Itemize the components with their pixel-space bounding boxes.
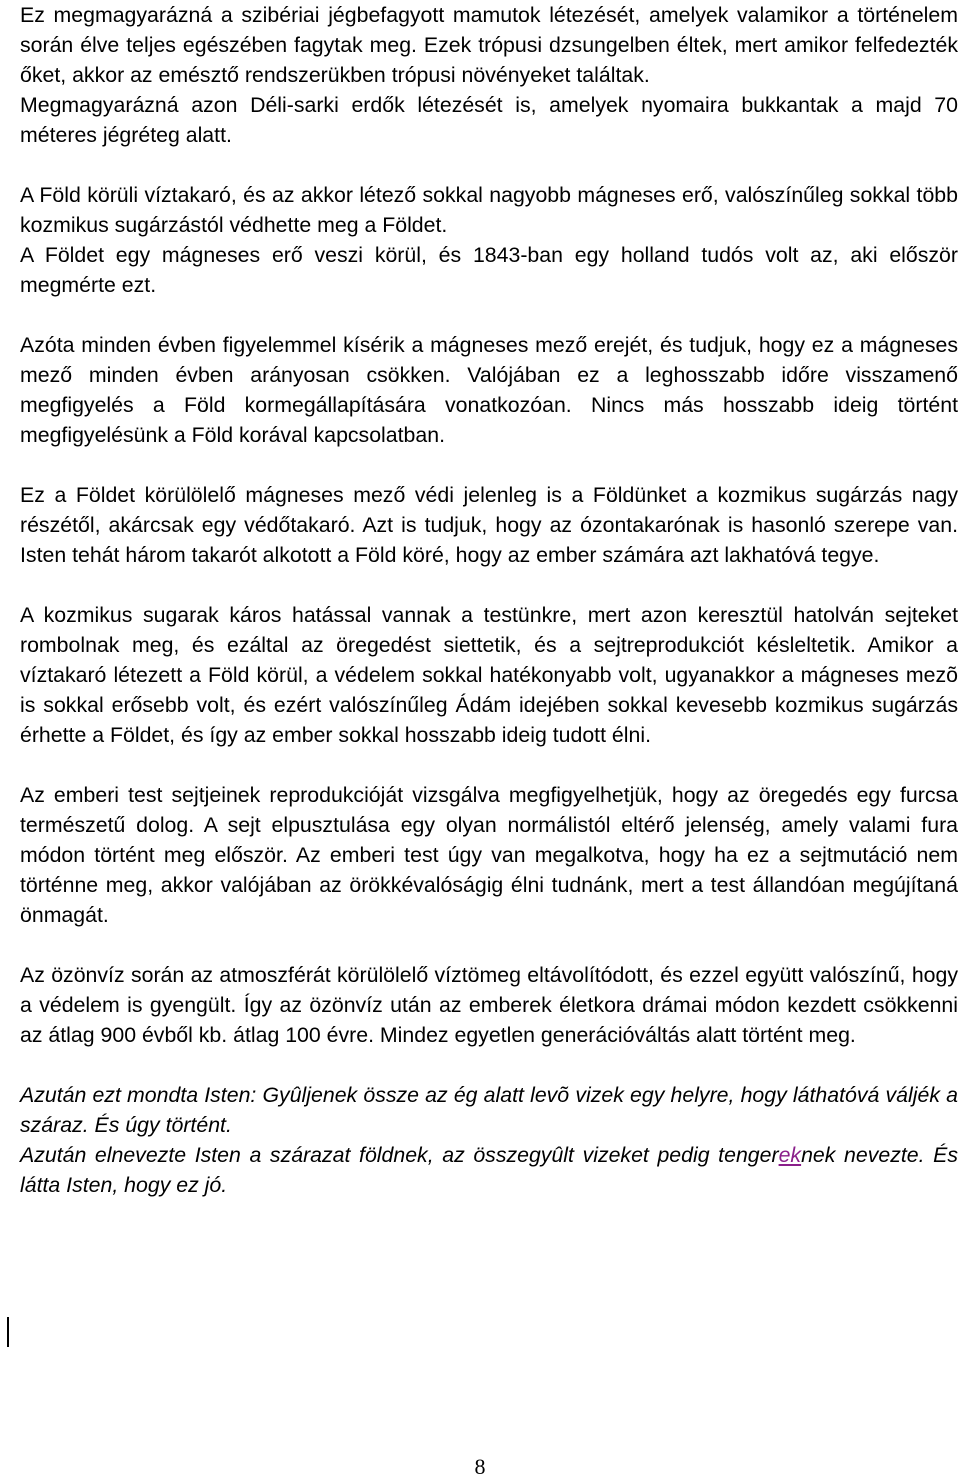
paragraph-cell-aging: Az emberi test sejtjeinek reprodukcióját vizsgálva megfigyelhetjük, hogy az öregedés egy furcsa természetű dolog. A sejt elpusztulása egy olyan normálistól eltérő jelenség, amely valami fura módon történt meg először. Az emberi test úgy van megalkotva, hogy ha ez a sejtmutáció nem történne meg, akkor valójában az örökkévalóságig élni tudnánk, mert a test állandóan megújítaná önmagát. [20, 783, 958, 927]
tracked-change-insertion: ek [778, 1143, 802, 1167]
scripture-verse-2-start: Azután elnevezte Isten a szárazat földnek, az összegyûlt vizeket pedig tenger [20, 1143, 779, 1167]
paragraph-cosmic-rays: A kozmikus sugarak káros hatással vannak a testünkre, mert azon keresztül hatolván sejteket rombolnak meg, és ezáltal az öregedést siettetik, és a sejtreprodukciót késleltetik. Amikor a víztakaró létezett a Föld körül, a védelem sokkal hatékonyabb volt, ugyanakkor a mágneses mezõ is sokkal erősebb volt, és ezért valószínűleg Ádám idejében sokkal kevesebb kozmikus sugárzás érhette a Földet, és így az ember sokkal hosszabb ideig tudott élni. [20, 603, 958, 747]
document-page [20, 0, 958, 1200]
change-bar-marker [7, 1317, 9, 1347]
paragraph-mammoths: Ez megmagyarázná a szibériai jégbefagyott mamutok létezését, amelyek valamikor a történelem során élve teljes egészében fagytak meg. Ezek trópusi dzsungelben éltek, mert amikor felfedezték őket, akkor az emésztő rendszerükben trópusi növényeket találtak. [20, 3, 958, 87]
paragraph-field-measurement: Azóta minden évben figyelemmel kísérik a mágneses mező erejét, és tudjuk, hogy ez a mágneses mező minden évben arányosan csökken. Valójában ez a leghosszabb időre visszamenő megfigyelés a Föld kormegállapítására vonatkozóan. Nincs más hosszabb ideig történt megfigyelésünk a Föld korával kapcsolatban. [20, 333, 958, 447]
scripture-verse-2-end: nek nevezte. És látta Isten, hogy ez jó. [20, 1143, 958, 1197]
scripture-verse-2 [20, 1140, 958, 1200]
page-number: 8 [474, 1454, 486, 1479]
paragraph-flood-lifespan: Az özönvíz során az atmoszférát körülölelő víztömeg eltávolítódott, és ezzel együtt valószínű, hogy a védelem is gyengült. Így az özönvíz után az emberek életkora drámai módon kezdett csökkenni az átlag 900 évből kb. átlag 100 évre. Mindez egyetlen generációváltás alatt történt meg. [20, 963, 958, 1047]
paragraph-magnetic-field: A Földet egy mágneses erő veszi körül, és 1843-ban egy holland tudós volt az, aki először megmérte ezt. [20, 243, 958, 297]
paragraph-antarctic-forests: Megmagyarázná azon Déli-sarki erdők létezését is, amelyek nyomaira bukkantak a majd 70 méteres jégréteg alatt. [20, 93, 958, 147]
paragraph-protective-layers: Ez a Földet körülölelő mágneses mező védi jelenleg is a Földünket a kozmikus sugárzás nagy részétől, akárcsak egy védőtakaró. Azt is tudjuk, hogy az ózontakarónak is hasonló szerepe van. Isten tehát három takarót alkotott a Föld köré, hogy az ember számára azt lakhatóvá tegye. [20, 483, 958, 567]
scripture-verse-1: Azután ezt mondta Isten: Gyûljenek össze az ég alatt levõ vizek egy helyre, hogy láthatóvá váljék a száraz. És úgy történt. [20, 1083, 958, 1137]
paragraph-water-canopy: A Föld körüli víztakaró, és az akkor létező sokkal nagyobb mágneses erő, valószínűleg sokkal több kozmikus sugárzástól védhette meg a Földet. [20, 183, 958, 237]
